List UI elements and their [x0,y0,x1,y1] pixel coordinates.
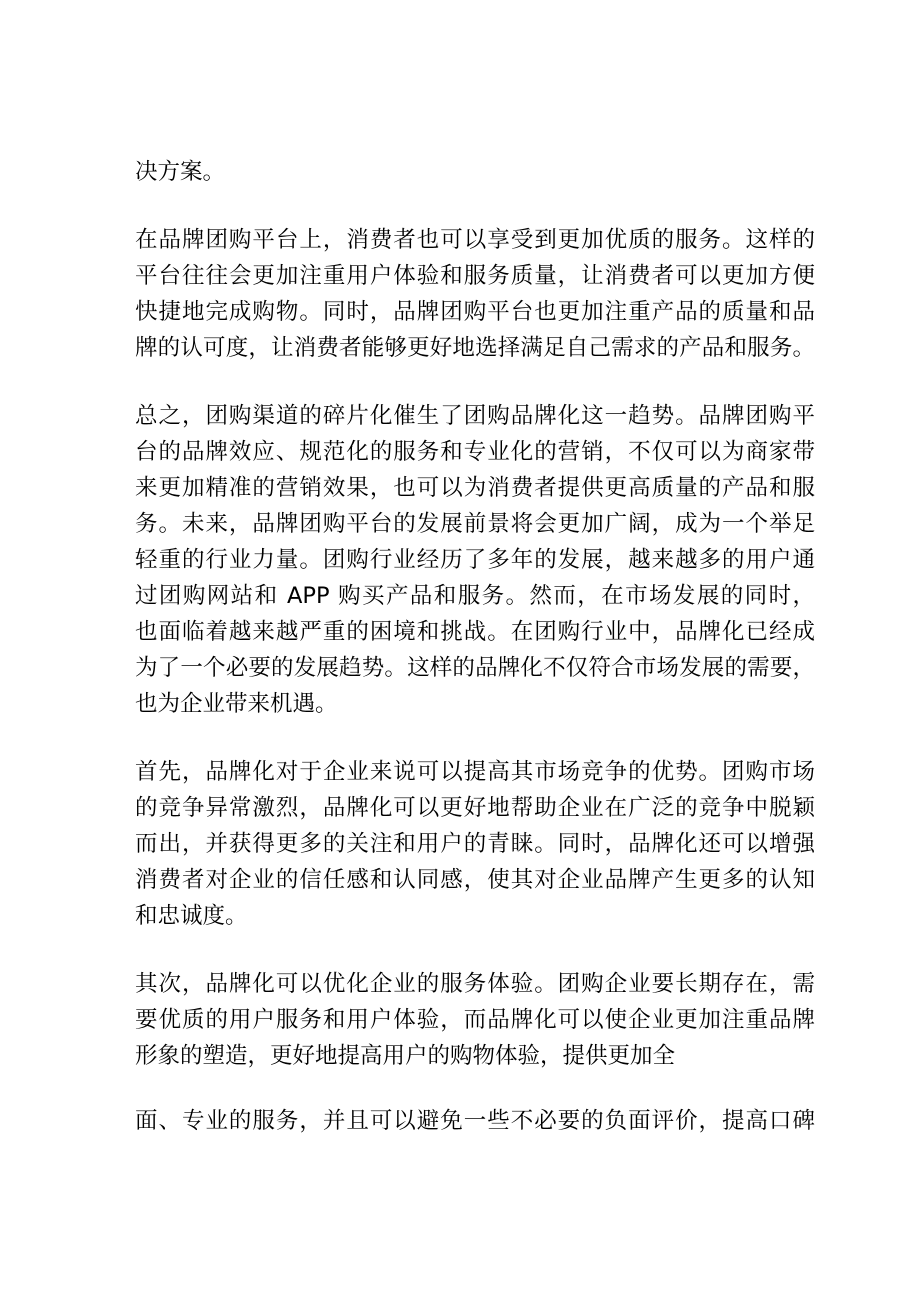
text-line: 为了一个必要的发展趋势。这样的品牌化不仅符合市场发展的需要， [135,655,815,681]
text-line: 轻重的行业力量。团购行业经历了多年的发展，越来越多的用户通 [135,547,815,573]
text-line: 在品牌团购平台上，消费者也可以享受到更加优质的服务。这样的 [135,227,815,253]
text-line: 快捷地完成购物。同时，品牌团购平台也更加注重产品的质量和品 [135,299,815,325]
text-line: 面、专业的服务，并且可以避免一些不必要的负面评价，提高口碑 [135,1108,815,1134]
text-line: 也为企业带来机遇。 [135,691,338,717]
text-line: 其次，品牌化可以优化企业的服务体验。团购企业要长期存在，需 [135,971,815,997]
text-line: 和忠诚度。 [135,903,248,929]
text-line: 务。未来，品牌团购平台的发展前景将会更加广阔，成为一个举足 [135,511,815,537]
text-line: 过团购网站和 APP 购买产品和服务。然而，在市场发展的同时， [135,583,815,609]
text-line: 的竞争异常激烈，品牌化可以更好地帮助企业在广泛的竞争中脱颖 [135,795,815,821]
text-line: 形象的塑造，更好地提高用户的购物体验，提供更加全 [135,1043,676,1069]
text-line: 来更加精准的营销效果，也可以为消费者提供更高质量的产品和服 [135,475,815,501]
text-line: 也面临着越来越严重的困境和挑战。在团购行业中，品牌化已经成 [135,619,815,645]
text-line: 消费者对企业的信任感和认同感，使其对企业品牌产生更多的认知 [135,867,815,893]
text-line: 牌的认可度，让消费者能够更好地选择满足自己需求的产品和服务。 [135,335,815,361]
text-line: 首先，品牌化对于企业来说可以提高其市场竞争的优势。团购市场 [135,759,815,785]
text-line: 台的品牌效应、规范化的服务和专业化的营销，不仅可以为商家带 [135,439,815,465]
text-line: 平台往往会更加注重用户体验和服务质量，让消费者可以更加方便 [135,263,815,289]
text-line: 决方案。 [135,159,226,185]
text-line: 而出，并获得更多的关注和用户的青睐。同时，品牌化还可以增强 [135,831,815,857]
text-line: 要优质的用户服务和用户体验，而品牌化可以使企业更加注重品牌 [135,1007,815,1033]
text-line: 总之，团购渠道的碎片化催生了团购品牌化这一趋势。品牌团购平 [135,403,815,429]
